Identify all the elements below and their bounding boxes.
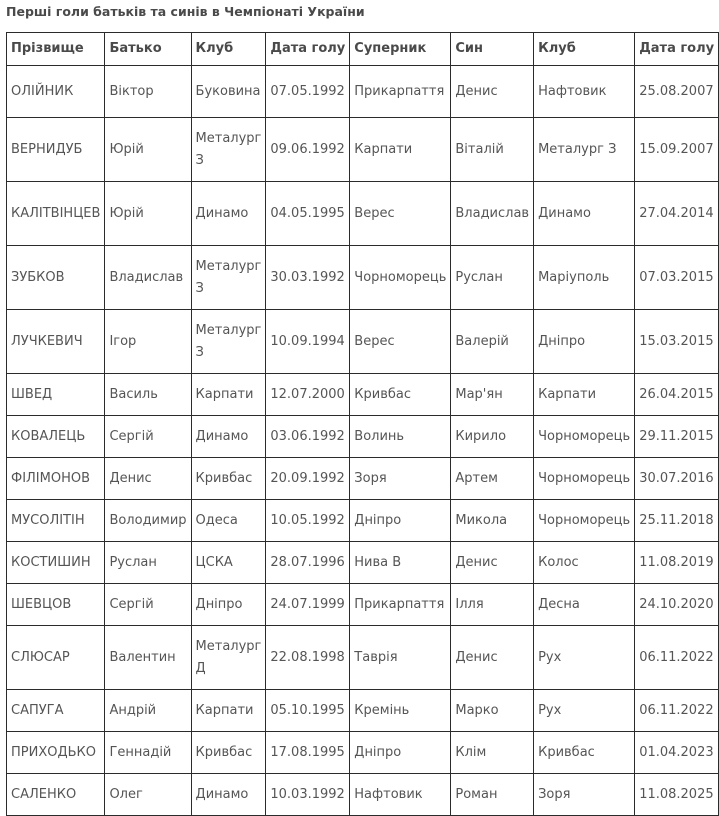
header-father-goal-date: Дата голу	[266, 33, 350, 66]
cell-opponent: Дніпро	[350, 732, 451, 774]
cell-opponent: Кривбас	[350, 374, 451, 416]
cell-son-club: Рух	[534, 626, 635, 690]
cell-son-goal-date: 25.11.2018	[635, 500, 719, 542]
cell-father: Юрій	[105, 118, 191, 182]
cell-son-club: Зоря	[534, 774, 635, 816]
header-son-goal-date: Дата голу	[635, 33, 719, 66]
header-row	[7, 33, 719, 66]
cell-father-club: Дніпро	[191, 584, 266, 626]
cell-father: Сергій	[105, 584, 191, 626]
table-row	[7, 774, 719, 816]
cell-father-goal-date: 10.09.1994	[266, 310, 350, 374]
cell-son-club: Колос	[534, 542, 635, 584]
cell-opponent: Нафтовик	[350, 774, 451, 816]
table-row	[7, 542, 719, 584]
cell-father-club: Динамо	[191, 774, 266, 816]
cell-father-goal-date: 20.09.1992	[266, 458, 350, 500]
cell-father-goal-date: 22.08.1998	[266, 626, 350, 690]
cell-son: Руслан	[451, 246, 534, 310]
cell-surname: САПУГА	[7, 690, 105, 732]
cell-father: Валентин	[105, 626, 191, 690]
cell-father-goal-date: 10.05.1992	[266, 500, 350, 542]
cell-son-club: Дніпро	[534, 310, 635, 374]
table-row	[7, 626, 719, 690]
cell-surname: ОЛІЙНИК	[7, 66, 105, 118]
cell-surname: КОСТИШИН	[7, 542, 105, 584]
cell-opponent: Прикарпаття	[350, 584, 451, 626]
cell-surname: ШЕВЦОВ	[7, 584, 105, 626]
cell-son-club: Кривбас	[534, 732, 635, 774]
cell-father-goal-date: 10.03.1992	[266, 774, 350, 816]
cell-son: Мар'ян	[451, 374, 534, 416]
cell-son-goal-date: 30.07.2016	[635, 458, 719, 500]
cell-father-club: Одеса	[191, 500, 266, 542]
cell-opponent: Карпати	[350, 118, 451, 182]
header-son: Син	[451, 33, 534, 66]
cell-father: Володимир	[105, 500, 191, 542]
cell-father-club: Металург З	[191, 310, 266, 374]
cell-father: Ігор	[105, 310, 191, 374]
cell-son-club: Нафтовик	[534, 66, 635, 118]
cell-surname: ШВЕД	[7, 374, 105, 416]
cell-father-club: Металург З	[191, 246, 266, 310]
cell-son: Клім	[451, 732, 534, 774]
cell-son-club: Чорноморець	[534, 458, 635, 500]
cell-son: Валерій	[451, 310, 534, 374]
table-row	[7, 118, 719, 182]
table-row	[7, 732, 719, 774]
table-row	[7, 458, 719, 500]
cell-opponent: Верес	[350, 310, 451, 374]
cell-son-goal-date: 29.11.2015	[635, 416, 719, 458]
cell-father: Владислав	[105, 246, 191, 310]
cell-father-goal-date: 12.07.2000	[266, 374, 350, 416]
cell-opponent: Чорноморець	[350, 246, 451, 310]
cell-father-club: Динамо	[191, 182, 266, 246]
cell-son: Денис	[451, 66, 534, 118]
cell-son-club: Металург З	[534, 118, 635, 182]
cell-father: Олег	[105, 774, 191, 816]
cell-son-club: Чорноморець	[534, 416, 635, 458]
cell-surname: ФІЛІМОНОВ	[7, 458, 105, 500]
cell-father-club: Кривбас	[191, 458, 266, 500]
cell-father-goal-date: 17.08.1995	[266, 732, 350, 774]
cell-son-club: Маріуполь	[534, 246, 635, 310]
cell-surname: КАЛІТВІНЦЕВ	[7, 182, 105, 246]
table-row	[7, 690, 719, 732]
cell-son-goal-date: 06.11.2022	[635, 626, 719, 690]
cell-surname: ПРИХОДЬКО	[7, 732, 105, 774]
cell-father: Руслан	[105, 542, 191, 584]
cell-father: Юрій	[105, 182, 191, 246]
cell-son-goal-date: 15.09.2007	[635, 118, 719, 182]
cell-father: Андрій	[105, 690, 191, 732]
cell-son-goal-date: 25.08.2007	[635, 66, 719, 118]
cell-surname: КОВАЛЕЦЬ	[7, 416, 105, 458]
header-surname: Прізвище	[7, 33, 105, 66]
cell-father-goal-date: 28.07.1996	[266, 542, 350, 584]
cell-son-goal-date: 07.03.2015	[635, 246, 719, 310]
header-son-club: Клуб	[534, 33, 635, 66]
goals-table	[6, 32, 719, 816]
cell-son-goal-date: 06.11.2022	[635, 690, 719, 732]
table-row	[7, 584, 719, 626]
cell-father: Віктор	[105, 66, 191, 118]
cell-son-club: Чорноморець	[534, 500, 635, 542]
cell-opponent: Зоря	[350, 458, 451, 500]
cell-father-club: Динамо	[191, 416, 266, 458]
header-opponent: Суперник	[350, 33, 451, 66]
cell-son-goal-date: 11.08.2025	[635, 774, 719, 816]
cell-surname: МУСОЛІТІН	[7, 500, 105, 542]
cell-son: Віталій	[451, 118, 534, 182]
cell-father-club: ЦСКА	[191, 542, 266, 584]
cell-surname: ВЕРНИДУБ	[7, 118, 105, 182]
cell-father-goal-date: 05.10.1995	[266, 690, 350, 732]
cell-son-goal-date: 15.03.2015	[635, 310, 719, 374]
cell-opponent: Нива В	[350, 542, 451, 584]
cell-opponent: Прикарпаття	[350, 66, 451, 118]
header-father: Батько	[105, 33, 191, 66]
cell-father-club: Металург З	[191, 118, 266, 182]
cell-son-club: Рух	[534, 690, 635, 732]
cell-surname: СЛЮСАР	[7, 626, 105, 690]
table-row	[7, 246, 719, 310]
page-title: Перші голи батьків та синів в Чемпіонаті України	[6, 4, 365, 19]
cell-son-goal-date: 26.04.2015	[635, 374, 719, 416]
cell-opponent: Таврія	[350, 626, 451, 690]
cell-father-goal-date: 09.06.1992	[266, 118, 350, 182]
cell-son-club: Динамо	[534, 182, 635, 246]
cell-father-club: Металург Д	[191, 626, 266, 690]
cell-father-club: Кривбас	[191, 732, 266, 774]
cell-father-club: Карпати	[191, 690, 266, 732]
cell-father-club: Буковина	[191, 66, 266, 118]
cell-father-goal-date: 07.05.1992	[266, 66, 350, 118]
cell-son-goal-date: 01.04.2023	[635, 732, 719, 774]
cell-father: Василь	[105, 374, 191, 416]
table-row	[7, 310, 719, 374]
cell-surname: ЗУБКОВ	[7, 246, 105, 310]
table-row	[7, 374, 719, 416]
table-row	[7, 500, 719, 542]
cell-opponent: Дніпро	[350, 500, 451, 542]
cell-surname: ЛУЧКЕВИЧ	[7, 310, 105, 374]
cell-son-club: Карпати	[534, 374, 635, 416]
table-row	[7, 182, 719, 246]
cell-son: Ілля	[451, 584, 534, 626]
cell-father-goal-date: 03.06.1992	[266, 416, 350, 458]
cell-son: Денис	[451, 542, 534, 584]
cell-son: Артем	[451, 458, 534, 500]
cell-father-goal-date: 24.07.1999	[266, 584, 350, 626]
cell-opponent: Кремінь	[350, 690, 451, 732]
cell-son: Владислав	[451, 182, 534, 246]
table-row	[7, 416, 719, 458]
cell-son-club: Десна	[534, 584, 635, 626]
cell-son: Роман	[451, 774, 534, 816]
cell-father: Сергій	[105, 416, 191, 458]
cell-opponent: Верес	[350, 182, 451, 246]
cell-son-goal-date: 11.08.2019	[635, 542, 719, 584]
cell-son: Марко	[451, 690, 534, 732]
cell-surname: САЛЕНКО	[7, 774, 105, 816]
header-father-club: Клуб	[191, 33, 266, 66]
cell-son: Микола	[451, 500, 534, 542]
cell-son-goal-date: 24.10.2020	[635, 584, 719, 626]
cell-son: Кирило	[451, 416, 534, 458]
cell-father: Геннадій	[105, 732, 191, 774]
cell-father: Денис	[105, 458, 191, 500]
cell-opponent: Волинь	[350, 416, 451, 458]
cell-son: Денис	[451, 626, 534, 690]
table-row	[7, 66, 719, 118]
cell-father-goal-date: 04.05.1995	[266, 182, 350, 246]
cell-son-goal-date: 27.04.2014	[635, 182, 719, 246]
cell-father-club: Карпати	[191, 374, 266, 416]
cell-father-goal-date: 30.03.1992	[266, 246, 350, 310]
